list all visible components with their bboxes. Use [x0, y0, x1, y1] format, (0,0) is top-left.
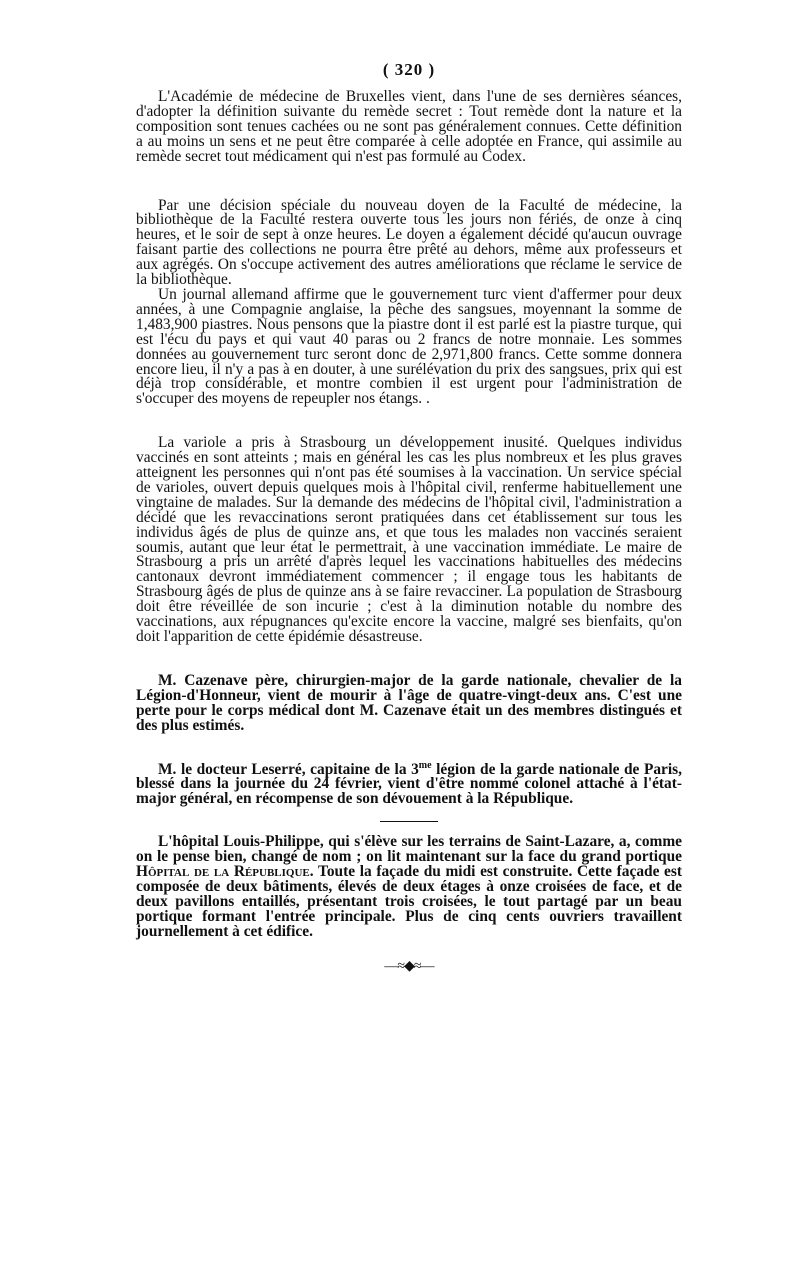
paragraph-academie-bruxelles: L'Académie de médecine de Bruxelles vient, dans l'une de ses dernières séances, d'adopter la définition suivante du remède secret : Tout remède dont la nature et la composition sont tenues cachées ou ne sont pas généralement connues. Cette définition a au moins un sens et ne peut être comparée à celle adoptée en France, qui assimile au remède secret tout médicament qui n'est pas formulé au Codex.: [136, 88, 682, 165]
section-divider: [380, 821, 438, 822]
paragraph-hopital: [136, 835, 682, 939]
page-number: ( 320 ): [382, 60, 436, 79]
paragraph-leserre: [136, 759, 682, 808]
hopital-inscription: Hôpital de la République: [136, 863, 310, 881]
paragraph-sangsues: Un journal allemand affirme que le gouvernement turc vient d'affermer pour deux années, à une Compagnie anglaise, la pêche des sangsues, moyennant la somme de 1,483,900 piastres. Nous pensons que la piastre dont il est parlé est la piastre turque, qui est l'écu du pays et qui vaut 40 paras ou 2 francs de notre monnaie. Les sommes données au gouvernement turc seront donc de 2,971,800 francs. Cette somme donnera encore lieu, il n'y a pas à en douter, à une surélévation du prix des sangsues, prix qui est déjà trop considérable, et montre combien il est urgent pour l'administration de s'occuper des moyens de repeupler nos étangs. .: [136, 285, 682, 408]
paragraph-cazenave: M. Cazenave père, chirurgien-major de la garde nationale, chevalier de la Légion-d'Honneur, vient de mourir à l'âge de quatre-vingt-deux ans. C'est une perte pour le corps médical dont M. Cazenave était un des membres distingués et des plus estimés.: [136, 671, 682, 734]
leserre-text-end: légion de la garde nationale de Paris, blessé dans la journée du 24 février, vient d'être nommé colonel attaché à l'état-major général, en récompense de son dévouement à la République.: [136, 760, 682, 808]
hopital-text-end: . Toute la façade du midi est construite. Cette façade est composée de deux bâtiments, élevés de deux étages à onze croisées de face, et de deux pavillons entaillés, présentant trois croisées, le tout partagé par un beau portique formant l'entrée principale. Plus de cinq cents ouvriers travaillent journellement à cet édifice.: [136, 863, 683, 940]
paragraph-variole: La variole a pris à Strasbourg un développement inusité. Quelques individus vaccinés en sont atteints ; mais en général les cas les plus nombreux et les plus graves atteignent les personnes qui n'ont pas été soumises à la vaccination. Un service spécial de varioles, ouvert depuis quelques mois à l'hôpital civil, renferme habituellement une vingtaine de malades. Sur la demande des médecins de l'hôpital civil, l'administration a décidé que les revaccinations seront pratiquées dans cet établissement sur tous les individus âgés de plus de quinze ans, et que tous les malades non vaccinés seraient soumis, autant que leur état le permettrait, à une vaccination immédiate. Le maire de Strasbourg a pris un arrêté d'après lequel les vaccinations habituelles des médecins cantonaux devront immédiatement commencer ; il engage tous les habitants de Strasbourg âgés de plus de quinze ans à se faire revacciner. La population de Strasbourg doit être réveillée de son incurie ; c'est à la diminution notable du nombre des vaccinations, aux répugnances qu'excite encore la vaccine, malgré ses bienfaits, qu'on doit l'apparition de cette épidémie désastreuse.: [136, 434, 682, 645]
end-ornament: —≈◆≈—: [384, 958, 434, 974]
hopital-text-start: L'hôpital Louis-Philippe, qui s'élève sur les terrains de Saint-Lazare, a, comme on le pense bien, changé de nom ; on lit maintenant sur la face du grand portique: [136, 833, 682, 866]
leserre-superscript: me: [418, 759, 432, 771]
paragraph-bibliotheque: Par une décision spéciale du nouveau doyen de la Faculté de médecine, la bibliothèque de la Faculté restera ouverte tous les jours non fériés, de onze à cinq heures, et le soir de sept à onze heures. Le doyen a également décidé qu'aucun ouvrage faisant partie des collections ne pourra être prêté au dehors, même aux professeurs et aux agrégés. On s'occupe activement des autres améliorations que réclame le service de la bibliothèque.: [136, 196, 682, 289]
leserre-text-start: M. le docteur Leserré, capitaine de la 3: [158, 760, 419, 778]
